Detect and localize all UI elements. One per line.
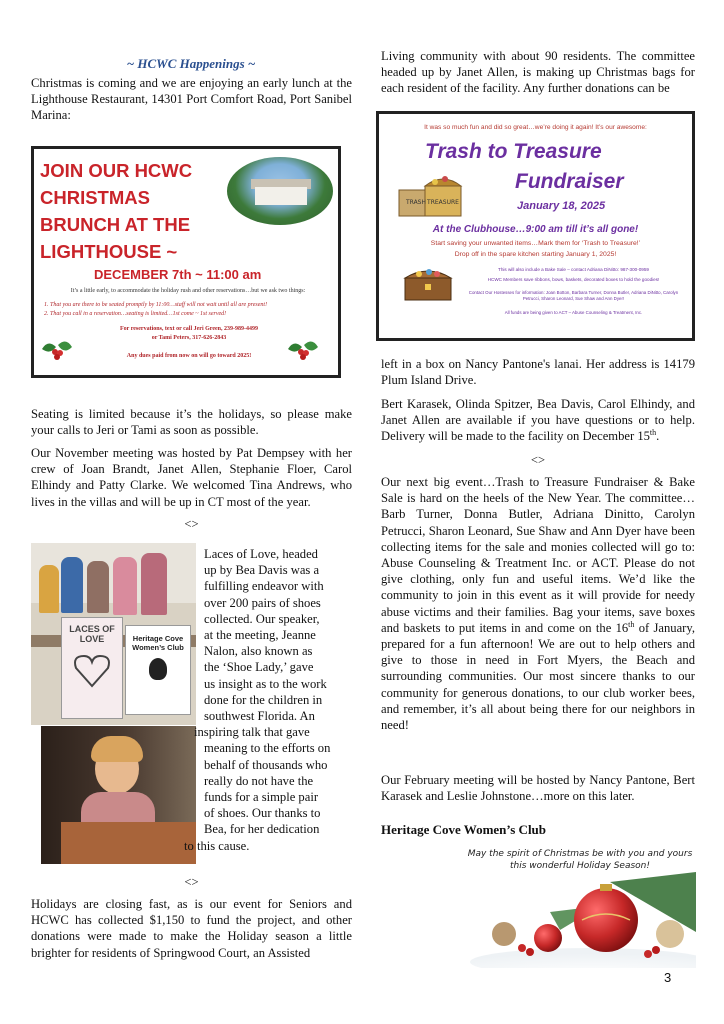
fundraiser-date: January 18, 2025 [517,200,606,212]
treasure-label: TREASURE [427,199,459,206]
flyer-rule-1: 1. That you are there to be seated promptly by 11:00…staff will not wait until all are present! [44,302,268,308]
flyer-members: HCWC Members save ribbons, bows, baskets, decorated boxes to hold the goodies! [487,277,660,282]
paragraph-living-community: Living community with about 90 residents. The committee headed up by Janet Allen, is making up Christmas bags for each resident of the facility. Any further donations can be [381,49,695,96]
flyer-intro: It was so much fun and did so great…we’re doing it again! It’s our awesome: [424,124,647,131]
flyer-dues-note: Any dues paid from now on will go toward 2025! [126,353,252,359]
flyer-note: It’s a little early, to accommodate the holiday rush and other reservations…but we ask two things: [70,288,306,294]
fundraiser-time: At the Clubhouse…9:00 am till it’s all gone! [432,224,639,235]
separator: <> [184,517,199,531]
paragraph-november-meeting: Our November meeting was hosted by Pat Dempsey with her crew of Joan Brandt, Janet Allen, Stephanie Floer, Carol Elhindy and Patty Clarke. We welcomed Tina Andrews, who lives in the villas and will be up in CT most of the year. [31,446,352,509]
brunch-date: DECEMBER 7th ~ 11:00 am [94,267,262,282]
heart-icon [72,650,112,690]
flyer-drop-off: Drop off in the spare kitchen starting January 1, 2025! [454,251,617,258]
treasure-box-icon [395,168,467,222]
paragraph-volunteers: Bert Karasek, Olinda Spitzer, Bea Davis, Carol Elhindy, and Janet Allen are available if you have questions or to help. Delivery will be made to the facility on December 15th. [381,397,695,444]
page-number: 3 [664,970,672,985]
speaker-photo [41,726,196,864]
paragraph-nancy-lanai: left in a box on Nancy Pantone's lanai. Her address is 14179 Plum Island Drive. [381,357,695,388]
paragraph-february-meeting: Our February meeting will be hosted by Nancy Pantone, Bert Karasek and Leslie Johnstone…more on this later. [381,773,695,804]
paragraph-trash-to-treasure: Our next big event…Trash to Treasure Fundraiser & Bake Sale is hard on the heels of the New Year. The committee…Barb Turner, Donna Butler, Adriana Dinitto, Carolyn Petrucci, Sharon Leonard, Sue Shaw and Ann Dyer have been collecting items for the sale and monies collected will go to: Abuse Counseling & Treatment Inc. or ACT. Please do not give clothing, only fun and useful items. We’d like the community to join in this event as it will provide for needy abuse victims and their families. Bag your items, save boxes and baskets to put items in and come on the 16th of January, prepared for a fun afternoon! We are out to help others and give to those in need in Fort Myers, the Beach and surrounding communities. Our most sincere thanks to our community for generous donations, to our club worker bees, and remember, it’s all about being there for our neighbors in need! [381,475,695,733]
flyer-contact-2: or Tami Peters, 317-626-2843 [151,335,227,341]
flyer-contact-1: For reservations, text or call Jeri Green, 239-989-4499 [119,326,259,332]
paragraph-seating: Seating is limited because it’s the holidays, so please make your calls to Jeri or Tami as soon as possible. [31,407,352,438]
flyer-rule-2: 2. That you call in a reservation…seating is limited…1st come ~ 1st served! [44,311,227,317]
holly-icon [286,335,320,363]
separator: <> [184,875,199,889]
holly-icon [40,335,74,363]
flyer-funds: All funds are being given to ACT – Abuse Counseling & Treatment, Inc. [504,310,643,315]
section-title: ~ HCWC Happenings ~ [126,56,256,71]
treasure-chest-icon [401,264,457,304]
holiday-greeting-line-1: May the spirit of Christmas be with you and yours [467,849,693,859]
lighthouse-restaurant-photo [227,157,333,225]
laces-of-love-text: Laces of Love, headed up by Bea Davis was a fulfilling endeavor with over 200 pairs of shoes collected. Our speaker, at the meeting, Jeanne Nalon, also known as the ‘Shoe Lady,’ gave us insight as to the work done for the children in southwest Florida. An inspiring talk that gave meaning to the efforts on behalf of thousands who really do not have the funds for a simple pair of shoes. Our thanks to Bea, for her dedication to this cause. [184,547,331,853]
flyer-title-line-2: Fundraiser [515,170,624,193]
club-name: Heritage Cove Women’s Club [381,822,547,837]
flyer-save-items: Start saving your unwanted items…Mark them for ‘Trash to Treasure!’ [430,240,641,247]
flyer-bake-sale: This will also include a Bake Sale – contact Adriana DiNitto: 987-300-0959 [498,267,649,272]
separator: <> [530,453,546,467]
paragraph-lighthouse: Christmas is coming and we are enjoying an early lunch at the Lighthouse Restaurant, 14301 Port Comfort Road, Port Sanibel Marina: [31,76,352,123]
flyer-title-line-1: Trash to Treasure [425,140,602,163]
laces-of-love-sign: LACES OF LOVE [61,617,123,719]
flyer-headline: JOIN OUR HCWC CHRISTMAS BRUNCH AT THE LIGHTHOUSE ~ [40,160,193,262]
club-sign: Heritage Cove Women’s Club [125,625,191,715]
christmas-ornaments-image [460,872,696,968]
brunch-flyer [31,146,341,378]
trash-label: TRASH [405,199,427,206]
flyer-hostesses: Contact Our Hostesses for information: Joan Botton, Barbara Turner, Donna Butler, Adriana DiNitto, Carolyn Petrucci, Sharon Leonard, Sue Shaw and Ann Dyer! [468,290,679,301]
paragraph-holidays: Holidays are closing fast, as is our event for Seniors and HCWC has collected $1,150 to fund the project, and other donations were made to make the Holiday season a little brighter for residents of Springwood Court, an Assisted [31,897,352,960]
holiday-greeting-line-2: this wonderful Holiday Season! [509,861,650,871]
trash-to-treasure-flyer [376,111,695,341]
laces-of-love-group-photo [31,543,196,725]
